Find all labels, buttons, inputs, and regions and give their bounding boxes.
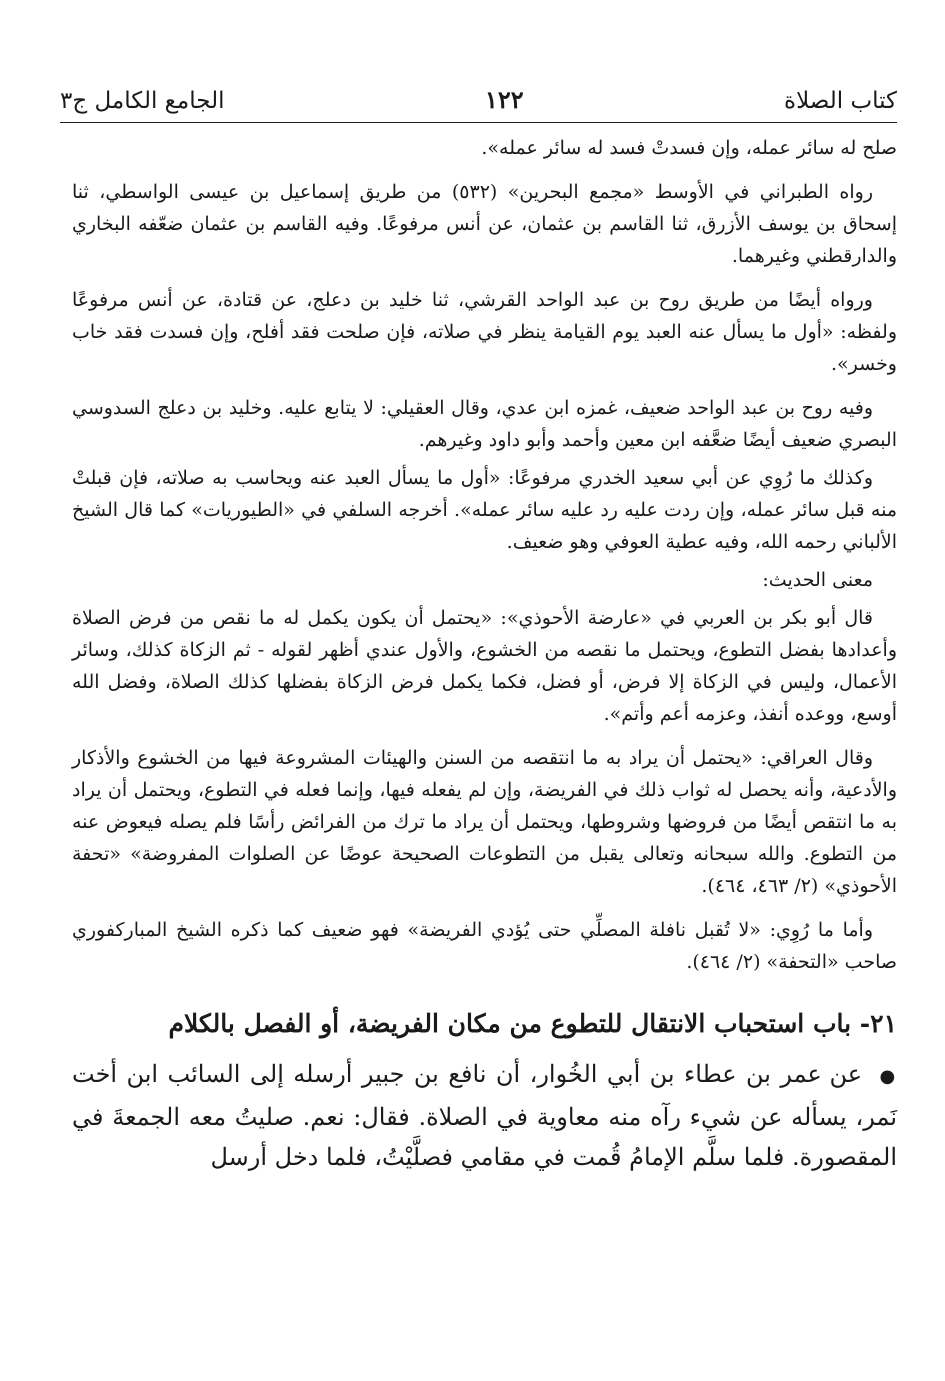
- hadith-paragraph: [72, 1054, 897, 1177]
- paragraph-rawh-route: ورواه أيضًا من طريق روح بن عبد الواحد القرشي، ثنا خليد بن دعلج، عن قتادة، عن أنس مرفوعًا ولفظه: «أول ما يسأل عنه العبد يوم القيامة ينظر في صلاته، فإن صلحت فقد أفلح، وإن فسدت فقد خاب وخسر».: [72, 289, 897, 375]
- section-heading-meaning: معنى الحديث:: [762, 569, 873, 591]
- paragraph-weak-narration: وأما ما رُوِي: «لا تُقبل نافلة المصلِّي حتى يُؤدي الفريضة» فهو ضعيف كما ذكره الشيخ المباركفوري صاحب «التحفة» (٢/ ٤٦٤).: [72, 919, 897, 973]
- bullet-icon: ●: [879, 1066, 897, 1087]
- paragraph-rawh-weakness: وفيه روح بن عبد الواحد ضعيف، غمزه ابن عدي، وقال العقيلي: لا يتابع عليه. وخليد بن دعلج السدوسي البصري ضعيف أيضًا ضعَّفه ابن معين وأحمد وأبو داود وغيرهم.: [72, 397, 897, 451]
- paragraph-ibn-arabi: قال أبو بكر بن العربي في «عارضة الأحوذي»: «يحتمل أن يكون يكمل له ما نقص من فرض الصلاة وأعدادها بفضل التطوع، ويحتمل ما نقصه من الخشوع، والأول عندي أظهر لقوله - ثم الزكاة كذلك، وسائر الأعمال، وليس في الزكاة إلا فرض، أو فضل، فكما يكمل فرض الزكاة بفضلها كذلك الصلاة، وفضل الله أوسع، ووعده أنفذ، وعزمه أعم وأتم».: [72, 607, 897, 725]
- page-number: ١٢٢: [484, 85, 524, 114]
- hadith-text: عن عمر بن عطاء بن أبي الخُوار، أن نافع بن جبير أرسله إلى السائب ابن أخت نَمر، يسأله عن شيء رآه منه معاوية في الصلاة. فقال: نعم. صليتُ معه الجمعةَ في المقصورة. فلما سلَّم الإمامُ قُمت في مقامي فصلَّيْتُ، فلما دخل أرسل: [72, 1060, 897, 1171]
- header-rule: [60, 122, 897, 123]
- paragraph-tabarani: رواه الطبراني في الأوسط «مجمع البحرين» (٥٣٢) من طريق إسماعيل بن عيسى الواسطي، ثنا إسحاق بن يوسف الأزرق، ثنا القاسم بن عثمان، عن أنس مرفوعًا. وفيه القاسم بن عثمان ضعّفه البخاري والدارقطني وغيرهما.: [72, 181, 897, 267]
- paragraph-iraqi: وقال العراقي: «يحتمل أن يراد به ما انتقصه من السنن والهيئات المشروعة فيها من الخشوع والأذكار والأدعية، وأنه يحصل له ثواب ذلك في الفريضة، وإن لم يفعله فيها، وإنما فعله في التطوع، ويحتمل أن يراد به ما انتقص أيضًا من فروضها وشروطها، ويحتمل أن يراد ما ترك من الفرائض رأسًا فلم يصله فيعوض عنه من التطوع. والله سبحانه وتعالى يقبل من التطوعات الصحيحة عوضًا عن الصلوات المفروضة» «تحفة الأحوذي» (٢/ ٤٦٣، ٤٦٤).: [72, 747, 897, 897]
- page-body: [72, 132, 897, 1177]
- header-book-section: كتاب الصلاة: [784, 88, 897, 114]
- running-header: [60, 78, 897, 114]
- header-volume-title: الجامع الكامل ج٣: [60, 88, 225, 114]
- chapter-title: ٢١- باب استحباب الانتقال للتطوع من مكان الفريضة، أو الفصل بالكلام: [168, 1009, 897, 1038]
- paragraph-continuation: صلح له سائر عمله، وإن فسدتْ فسد له سائر عمله».: [481, 137, 897, 159]
- paragraph-abu-saeed: وكذلك ما رُوِي عن أبي سعيد الخدري مرفوعًا: «أول ما يسأل العبد عنه ويحاسب به صلاته، فإن قبلتْ منه قبل سائر عمله، وإن ردت عليه رد عليه سائر عمله». أخرجه السلفي في «الطيوريات» كما قال الشيخ الألباني رحمه الله، وفيه عطية العوفي وهو ضعيف.: [72, 467, 897, 553]
